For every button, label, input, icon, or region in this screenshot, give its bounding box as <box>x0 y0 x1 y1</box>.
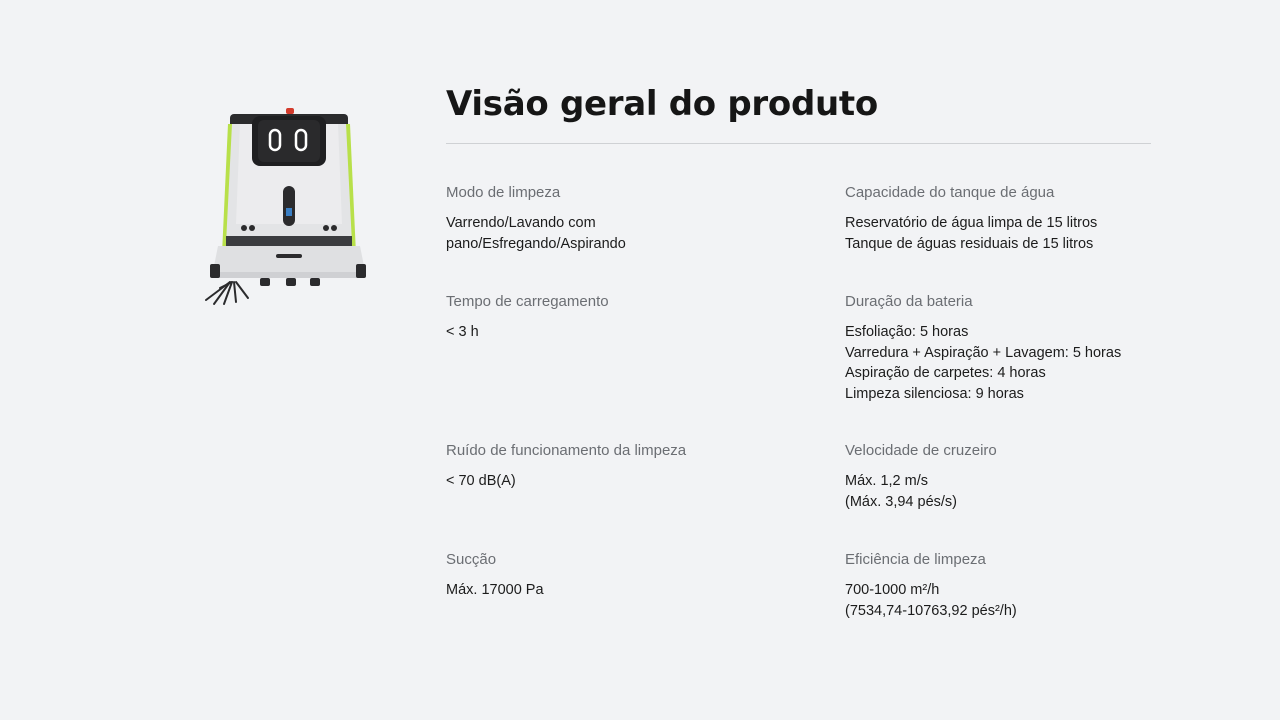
spec-cleaning-mode <box>446 183 776 254</box>
spec-label: Eficiência de limpeza <box>845 551 986 568</box>
spec-label: Velocidade de cruzeiro <box>845 442 997 459</box>
spec-suction <box>446 550 776 601</box>
spec-battery-life <box>845 292 1175 404</box>
spec-cleaning-efficiency <box>845 550 1175 621</box>
spec-water-tank-capacity <box>845 183 1175 254</box>
spec-value: Máx. 1,2 m/s (Máx. 3,94 pés/s) <box>845 473 958 510</box>
spec-label: Ruído de funcionamento da limpeza <box>446 442 687 459</box>
spec-label: Duração da bateria <box>845 293 973 310</box>
spec-value: Esfoliação: 5 horas Varredura + Aspiração + Lavagem: 5 horas Aspiração de carpetes: 4 horas Limpeza silenciosa: 9 horas <box>845 324 1122 402</box>
spec-label: Modo de limpeza <box>446 184 561 201</box>
spec-label: Capacidade do tanque de água <box>845 184 1055 201</box>
spec-value: Varrendo/Lavando com pano/Esfregando/Aspirando <box>446 215 626 252</box>
spec-cruise-speed <box>845 441 1175 512</box>
title-divider <box>446 143 1151 144</box>
robot-cleaner-image <box>200 104 372 308</box>
overview-content <box>446 82 1151 619</box>
spec-value: Máx. 17000 Pa <box>446 582 544 598</box>
spec-value: 700-1000 m²/h (7534,74-10763,92 pés²/h) <box>845 582 1017 619</box>
spec-value: < 70 dB(A) <box>446 473 516 489</box>
spec-noise <box>446 441 776 492</box>
spec-label: Sucção <box>446 551 497 568</box>
spec-value: < 3 h <box>446 324 479 340</box>
spec-charging-time <box>446 292 776 343</box>
robot-cleaner-icon <box>200 104 372 308</box>
spec-value: Reservatório de água limpa de 15 litros Tanque de águas residuais de 15 litros <box>845 215 1098 252</box>
spec-label: Tempo de carregamento <box>446 293 609 310</box>
page-title: Visão geral do produto <box>446 84 878 124</box>
